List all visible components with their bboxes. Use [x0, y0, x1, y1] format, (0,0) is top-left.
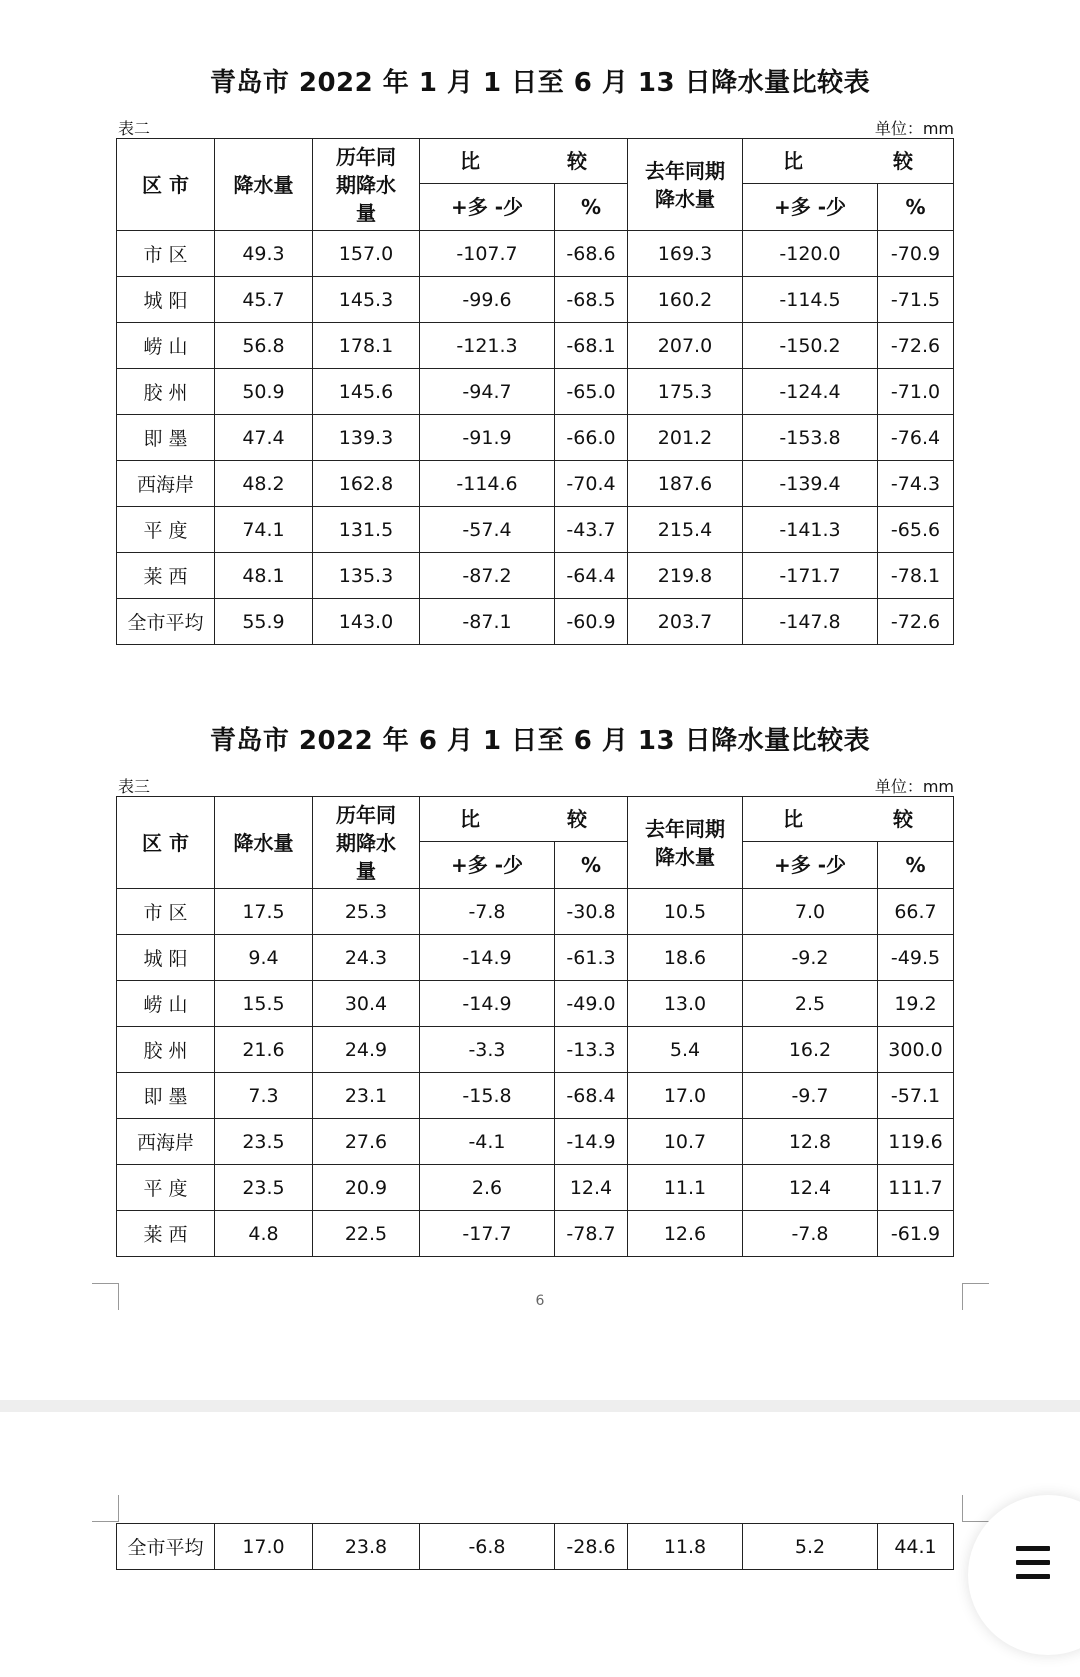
last-year-header — [628, 139, 743, 231]
district-cell: 崂 山 — [117, 323, 215, 369]
hamburger-menu-icon[interactable] — [1016, 1546, 1050, 1588]
hist-pct-cell: -66.0 — [555, 415, 628, 461]
precip-cell: 23.5 — [215, 1119, 313, 1165]
hist-precip-header — [313, 139, 420, 231]
last-diff-cell: 5.2 — [743, 1524, 878, 1570]
last-pct-cell: -71.5 — [878, 277, 954, 323]
hist-precip-cell: 145.6 — [313, 369, 420, 415]
hist-diff-cell: 2.6 — [420, 1165, 555, 1211]
hist-pct-cell: -70.4 — [555, 461, 628, 507]
precip-cell: 9.4 — [215, 935, 313, 981]
last-diff-cell: 2.5 — [743, 981, 878, 1027]
last-year-cell: 13.0 — [628, 981, 743, 1027]
table-row — [117, 599, 954, 645]
last-diff-cell: -150.2 — [743, 323, 878, 369]
precip-cell: 4.8 — [215, 1211, 313, 1257]
district-cell: 胶 州 — [117, 1027, 215, 1073]
precip-header: 降水量 — [215, 139, 313, 231]
table-row — [117, 1211, 954, 1257]
last-diff-cell: 12.8 — [743, 1119, 878, 1165]
compare-left-label: 比 — [783, 807, 803, 831]
hist-precip-cell: 135.3 — [313, 553, 420, 599]
precip-cell: 74.1 — [215, 507, 313, 553]
last-diff-cell: -141.3 — [743, 507, 878, 553]
diff-header: +多 -少 — [420, 184, 555, 231]
document-page — [0, 1412, 1080, 1677]
last-year-cell: 201.2 — [628, 415, 743, 461]
compare-header — [420, 139, 628, 184]
last-pct-cell: -61.9 — [878, 1211, 954, 1257]
compare-right-label: 较 — [893, 149, 913, 173]
pct-header: % — [555, 184, 628, 231]
hist-diff-cell: -121.3 — [420, 323, 555, 369]
district-cell: 西海岸 — [117, 1119, 215, 1165]
table-row — [117, 507, 954, 553]
table-row — [117, 461, 954, 507]
hist-precip-cell: 162.8 — [313, 461, 420, 507]
table3-continued — [116, 1523, 954, 1570]
district-header: 区 市 — [117, 797, 215, 889]
last-year-header-line: 去年同期 — [645, 816, 725, 841]
last-pct-cell: -57.1 — [878, 1073, 954, 1119]
last-diff-cell: -147.8 — [743, 599, 878, 645]
diff-header: +多 -少 — [743, 842, 878, 889]
hist-pct-cell: -68.4 — [555, 1073, 628, 1119]
last-pct-cell: -78.1 — [878, 553, 954, 599]
page-separator — [0, 1400, 1080, 1412]
hist-precip-cell: 145.3 — [313, 277, 420, 323]
district-cell: 城 阳 — [117, 935, 215, 981]
table2-label: 表二 — [118, 119, 151, 138]
compare-right-label: 较 — [567, 149, 587, 173]
hist-precip-cell: 131.5 — [313, 507, 420, 553]
compare-left-label: 比 — [460, 807, 480, 831]
hist-precip-cell: 143.0 — [313, 599, 420, 645]
hist-diff-cell: -94.7 — [420, 369, 555, 415]
last-year-header-line: 降水量 — [655, 186, 715, 211]
precip-cell: 23.5 — [215, 1165, 313, 1211]
hist-precip-cell: 24.9 — [313, 1027, 420, 1073]
hist-precip-cell: 25.3 — [313, 889, 420, 935]
hist-diff-cell: -4.1 — [420, 1119, 555, 1165]
precip-cell: 21.6 — [215, 1027, 313, 1073]
last-diff-cell: -153.8 — [743, 415, 878, 461]
pct-header: % — [555, 842, 628, 889]
district-cell: 崂 山 — [117, 981, 215, 1027]
table3 — [116, 796, 954, 1257]
table-row — [117, 1119, 954, 1165]
district-cell: 平 度 — [117, 507, 215, 553]
header-row — [117, 797, 954, 842]
precip-cell: 45.7 — [215, 277, 313, 323]
last-diff-cell: -7.8 — [743, 1211, 878, 1257]
table-row — [117, 277, 954, 323]
compare-left-label: 比 — [783, 149, 803, 173]
district-cell: 莱 西 — [117, 553, 215, 599]
hist-precip-cell: 27.6 — [313, 1119, 420, 1165]
table2-unit: 单位：mm — [874, 119, 954, 138]
hist-precip-cell: 30.4 — [313, 981, 420, 1027]
hist-diff-cell: -87.1 — [420, 599, 555, 645]
last-diff-cell: -9.2 — [743, 935, 878, 981]
hist-pct-cell: -28.6 — [555, 1524, 628, 1570]
table-row — [117, 553, 954, 599]
table-row — [117, 369, 954, 415]
hist-pct-cell: -68.1 — [555, 323, 628, 369]
last-year-cell: 11.1 — [628, 1165, 743, 1211]
hist-pct-cell: -78.7 — [555, 1211, 628, 1257]
compare-right-label: 较 — [893, 807, 913, 831]
last-year-cell: 18.6 — [628, 935, 743, 981]
last-year-cell: 207.0 — [628, 323, 743, 369]
hist-pct-cell: -68.5 — [555, 277, 628, 323]
district-cell: 全市平均 — [117, 599, 215, 645]
last-diff-cell: -9.7 — [743, 1073, 878, 1119]
district-cell: 市 区 — [117, 889, 215, 935]
hist-diff-cell: -57.4 — [420, 507, 555, 553]
hist-precip-cell: 139.3 — [313, 415, 420, 461]
last-pct-cell: 119.6 — [878, 1119, 954, 1165]
precip-cell: 49.3 — [215, 231, 313, 277]
hist-pct-cell: -61.3 — [555, 935, 628, 981]
table-row — [117, 889, 954, 935]
hist-precip-header — [313, 797, 420, 889]
hist-diff-cell: -87.2 — [420, 553, 555, 599]
diff-header: +多 -少 — [743, 184, 878, 231]
page-corner-mark — [962, 1495, 989, 1522]
precip-cell: 15.5 — [215, 981, 313, 1027]
last-year-cell: 187.6 — [628, 461, 743, 507]
last-year-cell: 215.4 — [628, 507, 743, 553]
district-cell: 平 度 — [117, 1165, 215, 1211]
precip-cell: 48.2 — [215, 461, 313, 507]
last-pct-cell: 19.2 — [878, 981, 954, 1027]
hist-pct-cell: -64.4 — [555, 553, 628, 599]
last-diff-cell: -171.7 — [743, 553, 878, 599]
hist-pct-cell: -65.0 — [555, 369, 628, 415]
precip-header: 降水量 — [215, 797, 313, 889]
hist-precip-cell: 20.9 — [313, 1165, 420, 1211]
precip-cell: 17.0 — [215, 1524, 313, 1570]
last-pct-cell: -65.6 — [878, 507, 954, 553]
last-pct-cell: -76.4 — [878, 415, 954, 461]
table-row — [117, 231, 954, 277]
hist-diff-cell: -114.6 — [420, 461, 555, 507]
hist-pct-cell: -68.6 — [555, 231, 628, 277]
hist-pct-cell: -30.8 — [555, 889, 628, 935]
hist-precip-cell: 24.3 — [313, 935, 420, 981]
last-year-cell: 169.3 — [628, 231, 743, 277]
last-diff-cell: 7.0 — [743, 889, 878, 935]
last-diff-cell: -124.4 — [743, 369, 878, 415]
last-year-cell: 175.3 — [628, 369, 743, 415]
last-year-header-line: 降水量 — [655, 844, 715, 869]
hist-precip-cell: 22.5 — [313, 1211, 420, 1257]
precip-cell: 7.3 — [215, 1073, 313, 1119]
table-row — [117, 981, 954, 1027]
hist-pct-cell: -13.3 — [555, 1027, 628, 1073]
hist-precip-cell: 178.1 — [313, 323, 420, 369]
table3-unit: 单位：mm — [874, 777, 954, 796]
compare-left-label: 比 — [460, 149, 480, 173]
district-header: 区 市 — [117, 139, 215, 231]
hist-diff-cell: -17.7 — [420, 1211, 555, 1257]
hist-header-line: 历年同 — [336, 802, 396, 827]
hist-diff-cell: -107.7 — [420, 231, 555, 277]
last-pct-cell: -72.6 — [878, 323, 954, 369]
last-year-cell: 17.0 — [628, 1073, 743, 1119]
district-cell: 西海岸 — [117, 461, 215, 507]
table-row — [117, 1027, 954, 1073]
hist-diff-cell: -14.9 — [420, 981, 555, 1027]
table3-title: 青岛市 2022 年 6 月 1 日至 6 月 13 日降水量比较表 — [209, 726, 871, 756]
last-pct-cell: -70.9 — [878, 231, 954, 277]
pct-header: % — [878, 184, 954, 231]
compare-header — [420, 797, 628, 842]
precip-cell: 48.1 — [215, 553, 313, 599]
last-pct-cell: 300.0 — [878, 1027, 954, 1073]
hist-precip-cell: 23.8 — [313, 1524, 420, 1570]
table-row — [117, 1524, 954, 1570]
last-year-cell: 12.6 — [628, 1211, 743, 1257]
last-year-cell: 10.7 — [628, 1119, 743, 1165]
district-cell: 莱 西 — [117, 1211, 215, 1257]
last-year-cell: 203.7 — [628, 599, 743, 645]
last-diff-cell: -120.0 — [743, 231, 878, 277]
page-corner-mark — [92, 1495, 119, 1522]
hist-diff-cell: -3.3 — [420, 1027, 555, 1073]
pct-header: % — [878, 842, 954, 889]
table-row — [117, 935, 954, 981]
compare-right-label: 较 — [567, 807, 587, 831]
hist-diff-cell: -14.9 — [420, 935, 555, 981]
last-pct-cell: -72.6 — [878, 599, 954, 645]
hist-pct-cell: -49.0 — [555, 981, 628, 1027]
last-diff-cell: -139.4 — [743, 461, 878, 507]
last-year-cell: 11.8 — [628, 1524, 743, 1570]
page-number: 6 — [535, 1293, 545, 1309]
last-pct-cell: 66.7 — [878, 889, 954, 935]
hist-header-line: 量 — [356, 200, 376, 225]
last-pct-cell: -49.5 — [878, 935, 954, 981]
hist-header-line: 期降水 — [336, 172, 396, 197]
table3-label: 表三 — [118, 777, 151, 796]
last-pct-cell: -74.3 — [878, 461, 954, 507]
hist-header-line: 历年同 — [336, 144, 396, 169]
table2-title: 青岛市 2022 年 1 月 1 日至 6 月 13 日降水量比较表 — [209, 68, 871, 98]
last-year-header — [628, 797, 743, 889]
last-pct-cell: -71.0 — [878, 369, 954, 415]
hist-pct-cell: -43.7 — [555, 507, 628, 553]
hist-pct-cell: 12.4 — [555, 1165, 628, 1211]
hist-diff-cell: -91.9 — [420, 415, 555, 461]
last-diff-cell: 16.2 — [743, 1027, 878, 1073]
district-cell: 胶 州 — [117, 369, 215, 415]
header-row — [117, 139, 954, 184]
last-year-header-line: 去年同期 — [645, 158, 725, 183]
last-pct-cell: 111.7 — [878, 1165, 954, 1211]
last-year-cell: 160.2 — [628, 277, 743, 323]
district-cell: 全市平均 — [117, 1524, 215, 1570]
precip-cell: 17.5 — [215, 889, 313, 935]
district-cell: 市 区 — [117, 231, 215, 277]
last-pct-cell: 44.1 — [878, 1524, 954, 1570]
hist-header-line: 量 — [356, 858, 376, 883]
hist-pct-cell: -14.9 — [555, 1119, 628, 1165]
district-cell: 即 墨 — [117, 1073, 215, 1119]
precip-cell: 56.8 — [215, 323, 313, 369]
hist-diff-cell: -99.6 — [420, 277, 555, 323]
last-diff-cell: 12.4 — [743, 1165, 878, 1211]
last-year-cell: 219.8 — [628, 553, 743, 599]
hist-diff-cell: -6.8 — [420, 1524, 555, 1570]
diff-header: +多 -少 — [420, 842, 555, 889]
district-cell: 城 阳 — [117, 277, 215, 323]
precip-cell: 47.4 — [215, 415, 313, 461]
compare-header — [743, 797, 954, 842]
hist-diff-cell: -15.8 — [420, 1073, 555, 1119]
hist-precip-cell: 23.1 — [313, 1073, 420, 1119]
hist-header-line: 期降水 — [336, 830, 396, 855]
last-year-cell: 5.4 — [628, 1027, 743, 1073]
table-row — [117, 323, 954, 369]
table-row — [117, 1073, 954, 1119]
table2 — [116, 138, 954, 645]
hist-precip-cell: 157.0 — [313, 231, 420, 277]
precip-cell: 50.9 — [215, 369, 313, 415]
hist-pct-cell: -60.9 — [555, 599, 628, 645]
last-year-cell: 10.5 — [628, 889, 743, 935]
compare-header — [743, 139, 954, 184]
table-row — [117, 415, 954, 461]
hist-diff-cell: -7.8 — [420, 889, 555, 935]
precip-cell: 55.9 — [215, 599, 313, 645]
district-cell: 即 墨 — [117, 415, 215, 461]
last-diff-cell: -114.5 — [743, 277, 878, 323]
table-row — [117, 1165, 954, 1211]
